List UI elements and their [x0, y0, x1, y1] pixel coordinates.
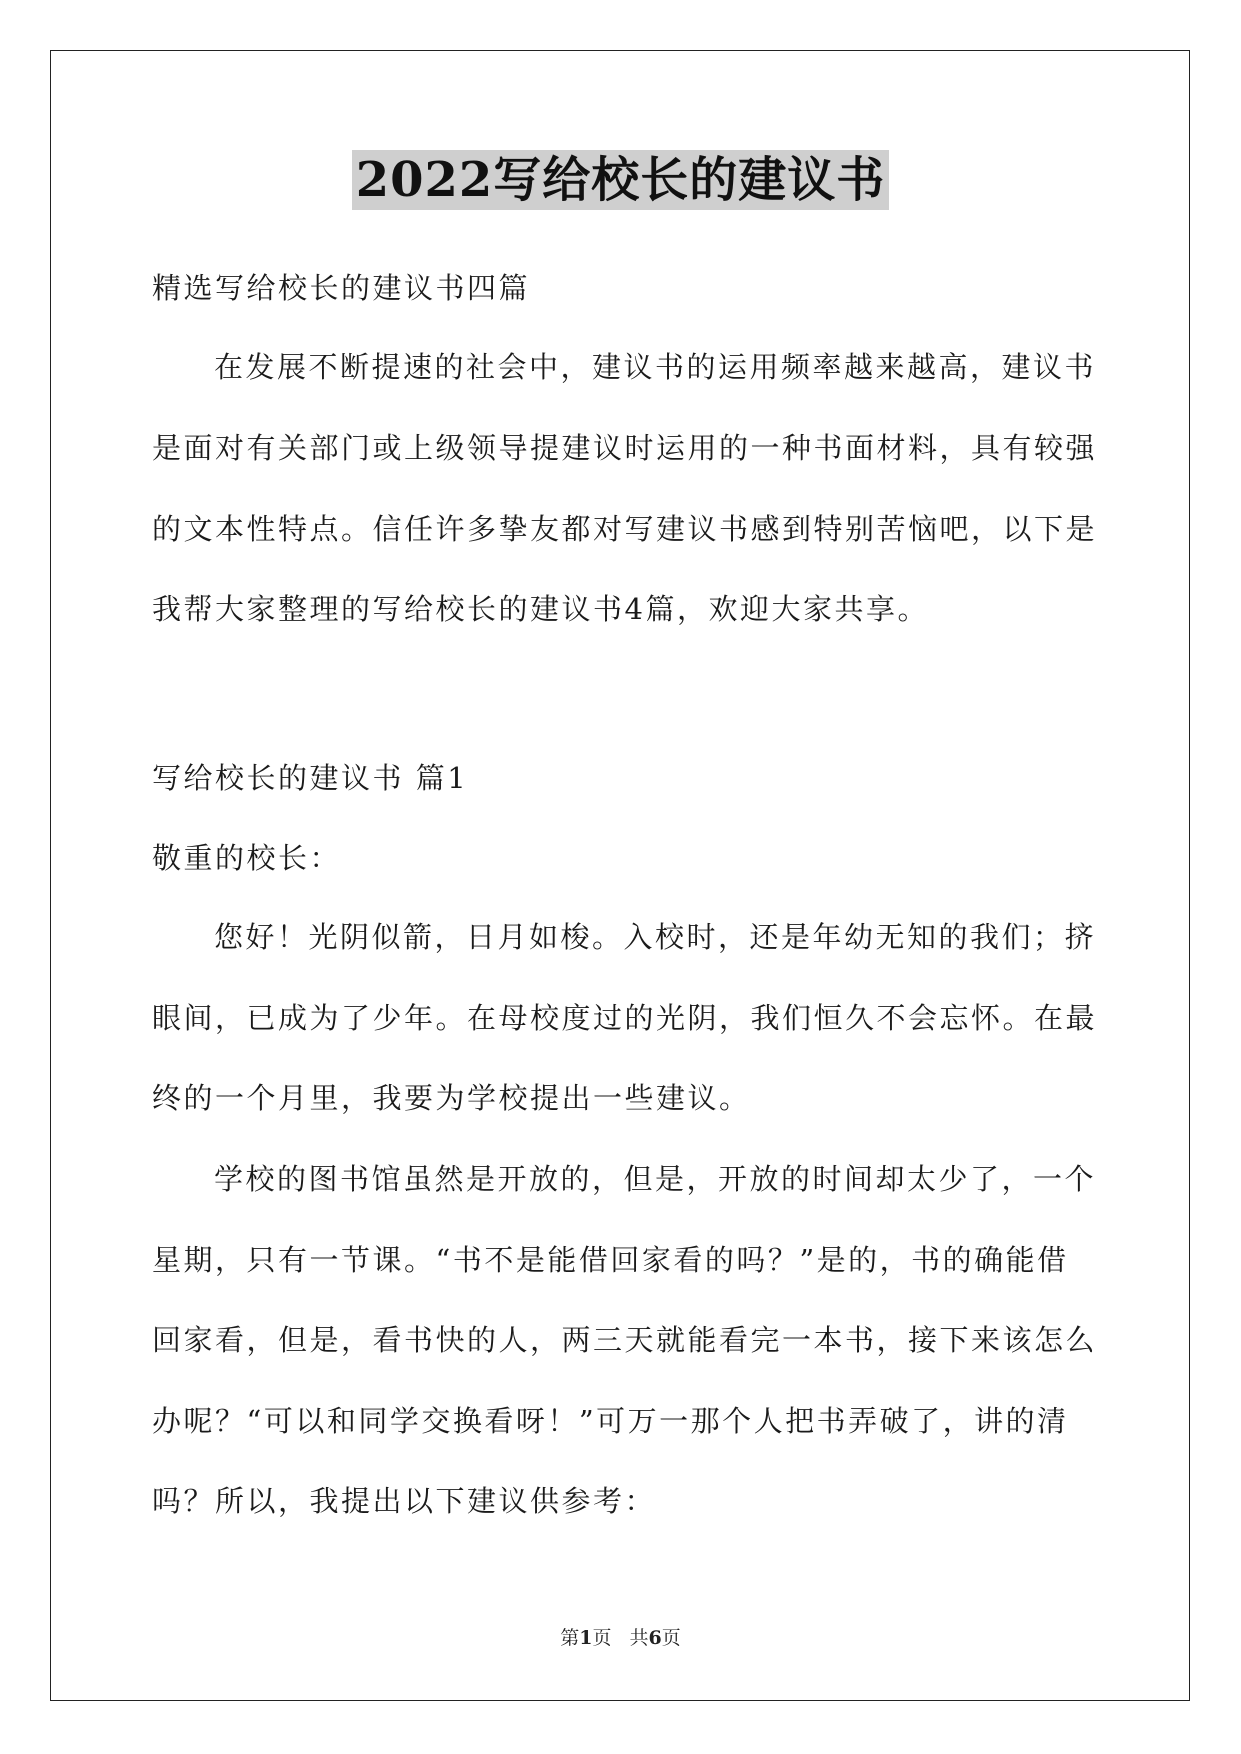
paragraph-line: 您好！光阴似箭，日月如梭。入校时，还是年幼无知的我们；挤	[214, 920, 1097, 954]
document-title-text: 2022写给校长的建议书	[352, 150, 890, 210]
paragraph-line: 回家看，但是，看书快的人，两三天就能看完一本书，接下来该怎么	[152, 1323, 1098, 1357]
paragraph-line: 我帮大家整理的写给校长的建议书4篇，欢迎大家共享。	[152, 592, 929, 626]
section-heading: 写给校长的建议书 篇1	[152, 761, 469, 795]
subtitle-line: 精选写给校长的建议书四篇	[152, 271, 531, 305]
paragraph-line: 是面对有关部门或上级领导提建议时运用的一种书面材料，具有较强	[152, 431, 1098, 465]
current-page-number: 1	[579, 1627, 593, 1649]
paragraph-line: 星期，只有一节课。“书不是能借回家看的吗？”是的，书的确能借	[152, 1243, 1069, 1277]
document-title	[0, 150, 1241, 210]
paragraph-line: 办呢？“可以和同学交换看呀！”可万一那个人把书弄破了，讲的清	[152, 1404, 1069, 1438]
salutation: 敬重的校长：	[152, 841, 342, 875]
total-prefix: 共	[629, 1627, 649, 1649]
page-footer	[0, 1626, 1241, 1650]
paragraph-line: 在发展不断提速的社会中，建议书的运用频率越来越高，建议书	[214, 350, 1097, 384]
paragraph-line: 学校的图书馆虽然是开放的，但是，开放的时间却太少了，一个	[214, 1162, 1097, 1196]
total-page-count: 6	[648, 1627, 662, 1649]
total-suffix: 页	[661, 1627, 681, 1649]
page-prefix: 第	[560, 1627, 580, 1649]
paragraph-line: 的文本性特点。信任许多挚友都对写建议书感到特别苦恼吧，以下是	[152, 512, 1098, 546]
paragraph-line: 吗？所以，我提出以下建议供参考：	[152, 1484, 657, 1518]
paragraph-line: 眼间，已成为了少年。在母校度过的光阴，我们恒久不会忘怀。在最	[152, 1001, 1098, 1035]
page-suffix: 页	[592, 1627, 612, 1649]
paragraph-line: 终的一个月里，我要为学校提出一些建议。	[152, 1081, 751, 1115]
